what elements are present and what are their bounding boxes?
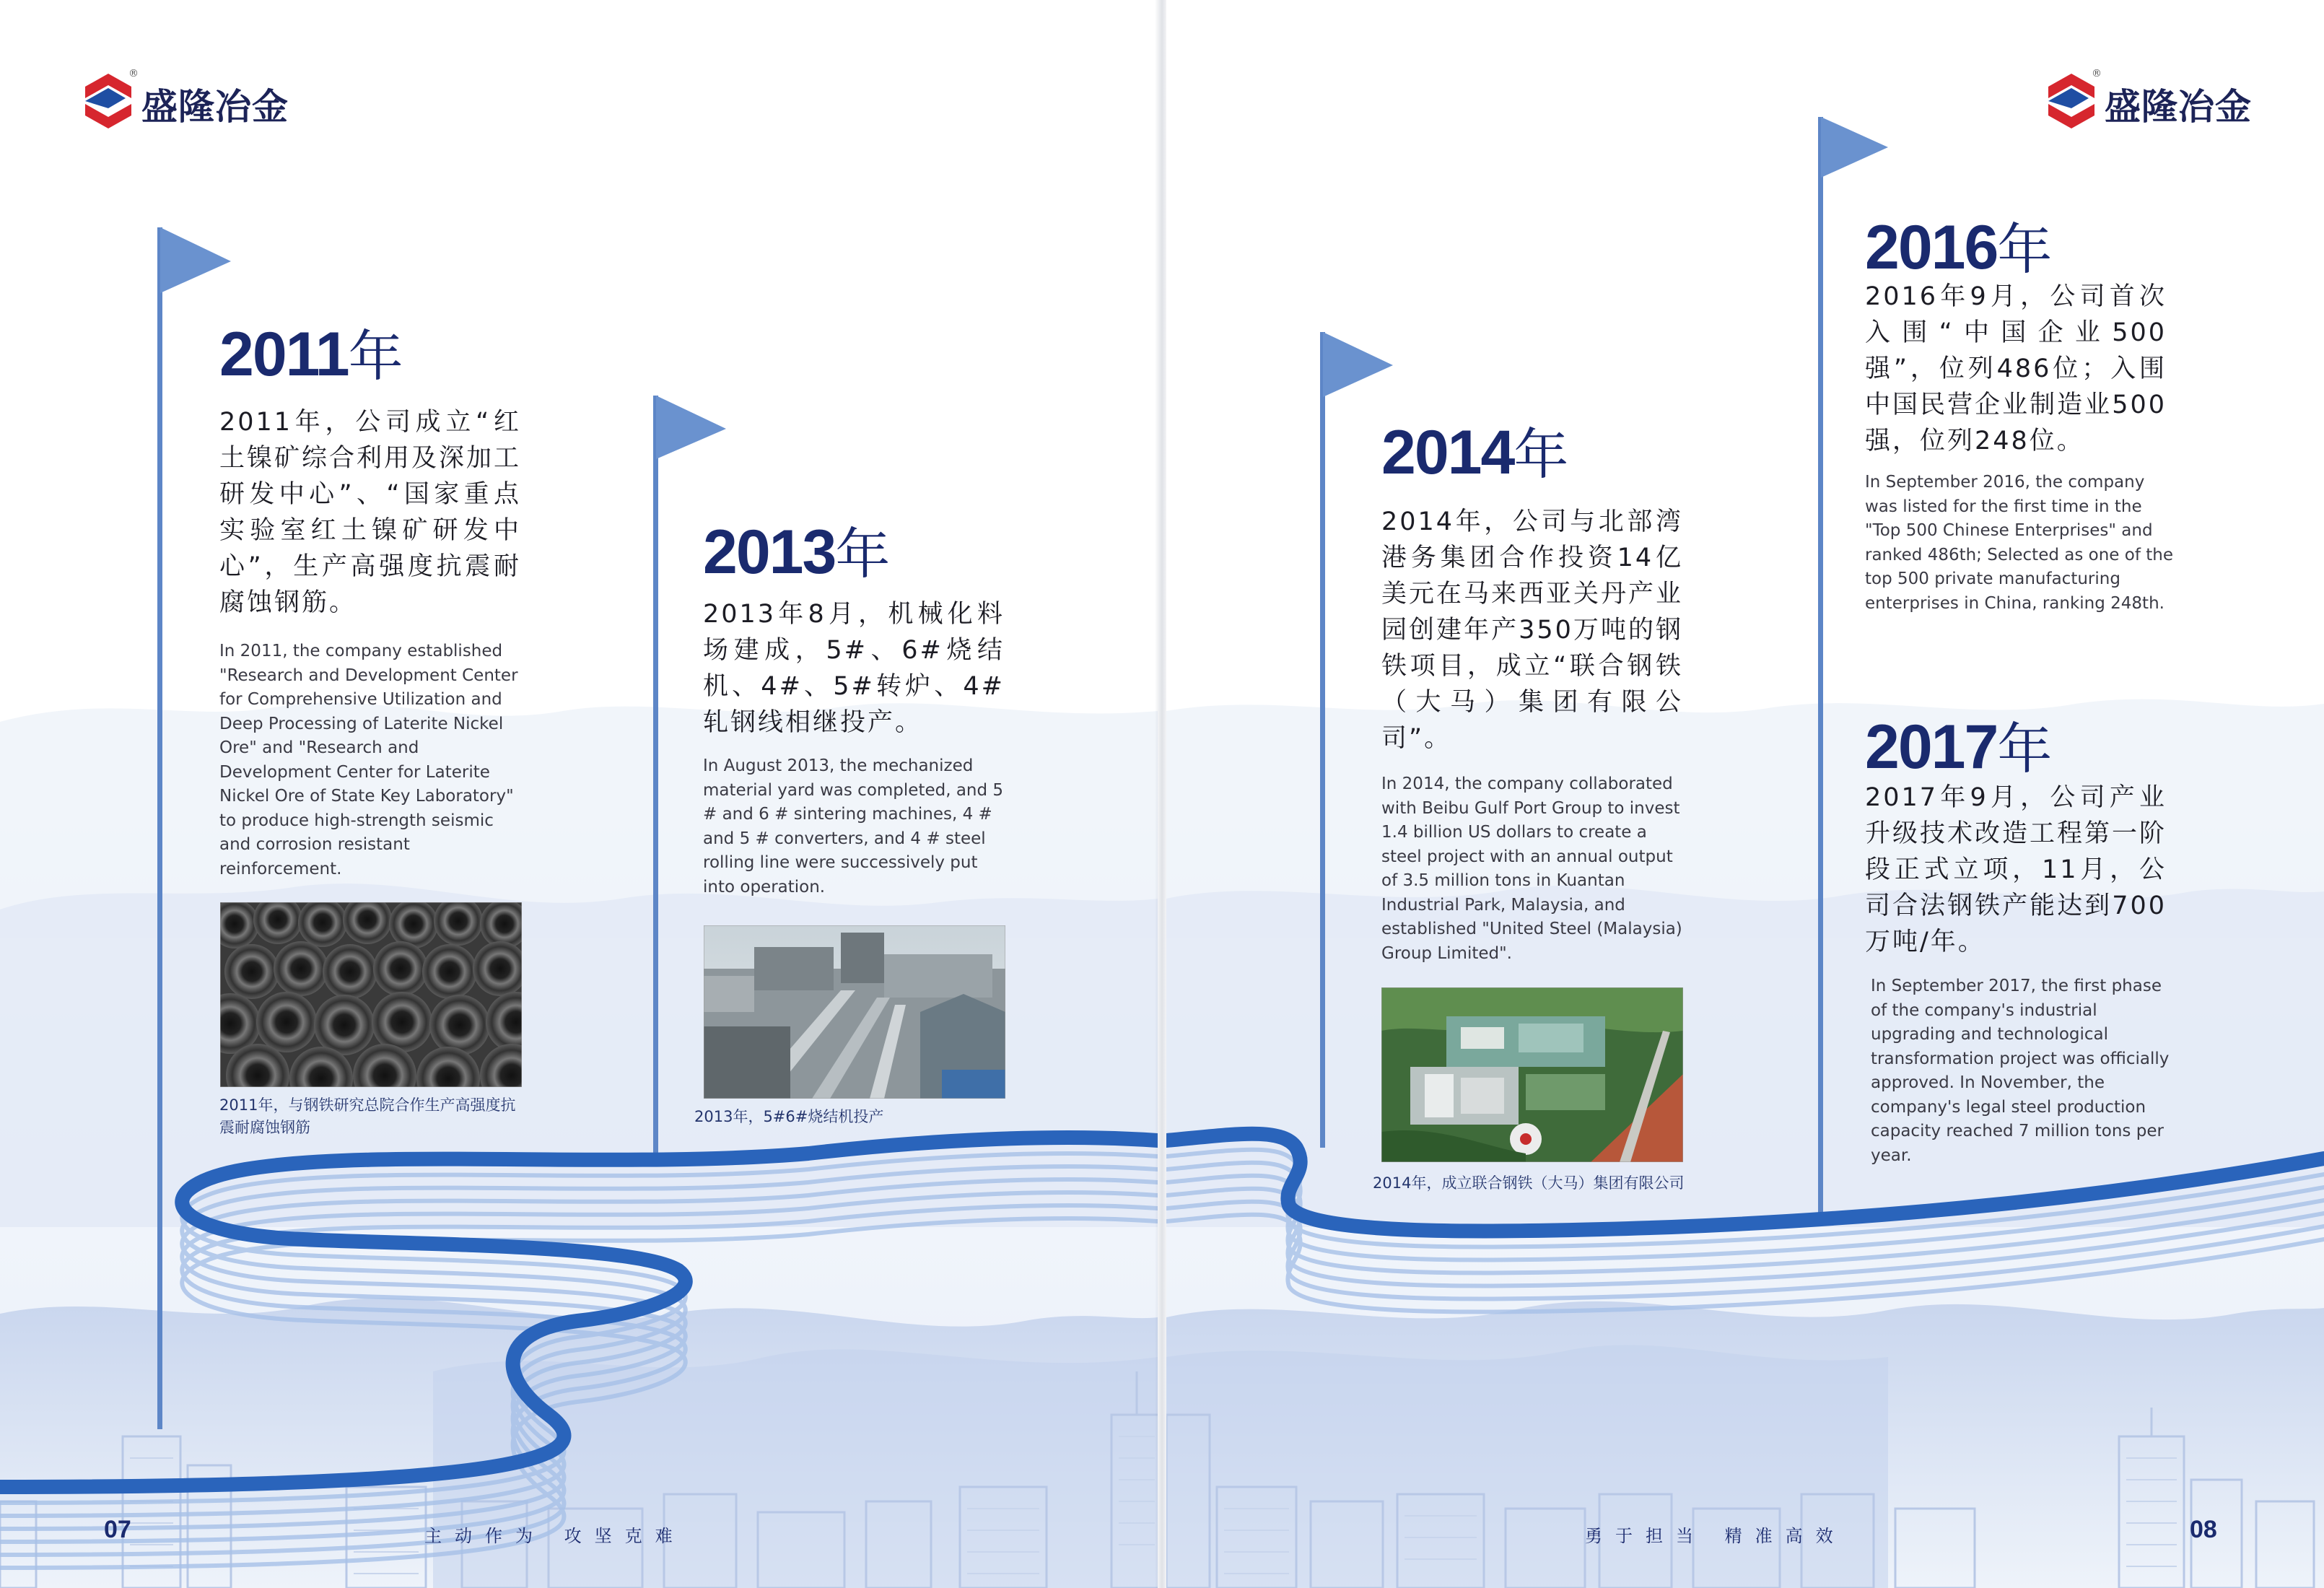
entry-2016-cn-text: 2016年9月，公司首次入围“中国企业500强”，位列486位；入围中国民营企业制造业500强，位列248位。 — [1865, 282, 2167, 455]
registered-mark: ® — [128, 68, 139, 79]
year-heading-2016: 2016年 — [1865, 213, 2053, 282]
year-heading-2013: 2013年 — [703, 518, 891, 587]
entry-2016-en-text: In September 2016, the company was listed for the first time in the "Top 500 Chinese Enterprises" and ranked 486th; Selected as one of the top 500 private manufacturing enterprises in China, ranking 248th. — [1865, 473, 2173, 613]
entry-2017-en-text: In September 2017, the first phase of the company's industrial upgrading and technological transformation project was officially approved. In November, the company's legal steel production capacity reached 7 million tons per year. — [1871, 977, 2170, 1165]
year-heading-2011: 2011年 — [219, 320, 403, 389]
entry-2013-en-text: In August 2013, the mechanized material yard was completed, and 5 # and 6 # sintering machines, 4 # and 5 # converters, and 4 # steel rolling line were successively put into operation. — [703, 756, 1004, 896]
entry-2014-cn-text: 2014年，公司与北部湾港务集团合作投资14亿美元在马来西亚关丹产业园创建年产350万吨的钢铁项目，成立“联合钢铁（大马）集团有限公司”。 — [1381, 507, 1684, 753]
page-number-right: 08 — [2190, 1516, 2217, 1543]
slogan-left: 主动作为 攻坚克难 — [424, 1526, 686, 1546]
photo-caption-2013: 2013年，5#6#烧结机投产 — [694, 1108, 884, 1125]
brand-name: 盛隆冶金 — [2105, 86, 2252, 128]
photo-caption-2011: 2011年，与钢铁研究总院合作生产高强度抗震耐腐蚀钢筋 — [219, 1096, 516, 1136]
entry-2014-en-text: In 2014, the company collaborated with Beibu Gulf Port Group to invest 1.4 billion US dollars to create a steel project with an annual output of 3.5 million tons in Kuantan Industrial Park, Malaysia, and established "United Steel (Malaysia) Group Limited". — [1381, 775, 1682, 963]
brand-name: 盛隆冶金 — [141, 86, 289, 128]
photo-steel-coils — [220, 902, 522, 1087]
slogan-right: 勇于担当 精准高效 — [1585, 1526, 1846, 1546]
registered-mark: ® — [2092, 68, 2102, 79]
entry-2011-en-text: In 2011, the company established "Research and Development Center for Comprehensive Utilization and Deep Processing of Laterite Nickel Ore" and "Research and Development Center for Laterite Nickel Ore of State Key Laboratory" to produce high-strength seismic and corrosion resistant reinforcement. — [219, 642, 518, 878]
photo-industrial-park-aerial — [1381, 987, 1683, 1162]
year-heading-2017: 2017年 — [1865, 712, 2053, 782]
entry-2011-cn-text: 2011年，公司成立“红土镍矿综合利用及深加工研发中心”、“国家重点实验室红土镍矿研发中心”，生产高强度抗震耐腐蚀钢筋。 — [219, 408, 522, 617]
right-page — [1166, 0, 2324, 1588]
page-number-left: 07 — [104, 1516, 131, 1543]
logo-mark-icon — [84, 72, 133, 130]
logo-mark-icon — [2047, 72, 2096, 130]
entry-2013-cn-text: 2013年8月，机械化料场建成，5#、6#烧结机、4#、5#转炉、4#轧钢线相继投产。 — [703, 600, 1005, 737]
left-page — [0, 0, 1158, 1588]
year-heading-2014: 2014年 — [1381, 418, 1569, 487]
photo-sintering-plant — [704, 925, 1005, 1099]
entry-2017-cn-text: 2017年9月，公司产业升级技术改造工程第一阶段正式立项，11月，公司合法钢铁产能达到700万吨/年。 — [1865, 783, 2167, 956]
photo-caption-2014: 2014年，成立联合钢铁（大马）集团有限公司 — [1373, 1174, 1685, 1192]
